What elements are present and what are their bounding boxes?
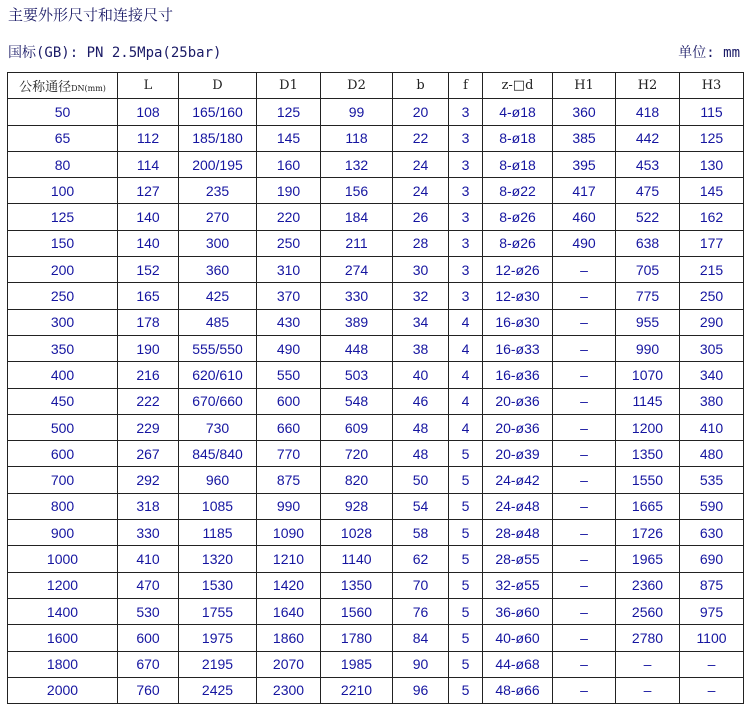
cell-h1: 490 — [553, 230, 616, 256]
cell-d: 1085 — [179, 493, 257, 519]
cell-f: 5 — [449, 651, 483, 677]
cell-dn: 1000 — [8, 546, 118, 572]
table-row — [8, 283, 744, 309]
cell-z: 20-ø36 — [483, 388, 553, 414]
cell-h3: 145 — [680, 178, 744, 204]
table-row — [8, 257, 744, 283]
cell-l: 410 — [118, 546, 179, 572]
cell-d1: 770 — [257, 441, 321, 467]
cell-z: 24-ø42 — [483, 467, 553, 493]
cell-d: 845/840 — [179, 441, 257, 467]
cell-d: 235 — [179, 178, 257, 204]
cell-b: 28 — [393, 230, 449, 256]
cell-d: 485 — [179, 309, 257, 335]
cell-l: 670 — [118, 651, 179, 677]
cell-f: 3 — [449, 204, 483, 230]
cell-d: 165/160 — [179, 99, 257, 125]
cell-dn: 2000 — [8, 677, 118, 703]
cell-h2: 2560 — [616, 598, 680, 624]
unit-label: 单位: mm — [678, 45, 740, 61]
cell-f: 4 — [449, 335, 483, 361]
cell-h2: 638 — [616, 230, 680, 256]
cell-h1: – — [553, 283, 616, 309]
cell-f: 5 — [449, 493, 483, 519]
cell-l: 190 — [118, 335, 179, 361]
cell-h1: 395 — [553, 151, 616, 177]
cell-z: 12-ø30 — [483, 283, 553, 309]
cell-dn: 450 — [8, 388, 118, 414]
cell-d: 620/610 — [179, 362, 257, 388]
cell-z: 8-ø26 — [483, 204, 553, 230]
table-row — [8, 230, 744, 256]
table-row — [8, 625, 744, 651]
table-row — [8, 125, 744, 151]
cell-h1: – — [553, 625, 616, 651]
cell-l: 165 — [118, 283, 179, 309]
cell-d2: 609 — [321, 414, 393, 440]
cell-h3: 410 — [680, 414, 744, 440]
cell-z: 16-ø36 — [483, 362, 553, 388]
cell-d: 185/180 — [179, 125, 257, 151]
header-d2: D2 — [321, 73, 393, 99]
cell-h3: 130 — [680, 151, 744, 177]
cell-h3: 162 — [680, 204, 744, 230]
table-row — [8, 388, 744, 414]
cell-dn: 700 — [8, 467, 118, 493]
cell-d: 360 — [179, 257, 257, 283]
cell-dn: 250 — [8, 283, 118, 309]
cell-h3: 875 — [680, 572, 744, 598]
cell-d1: 1210 — [257, 546, 321, 572]
cell-h3: 975 — [680, 598, 744, 624]
cell-h2: 2360 — [616, 572, 680, 598]
cell-d2: 156 — [321, 178, 393, 204]
cell-d: 1975 — [179, 625, 257, 651]
header-f: f — [449, 73, 483, 99]
cell-h3: 630 — [680, 520, 744, 546]
cell-h3: 290 — [680, 309, 744, 335]
table-row — [8, 598, 744, 624]
cell-l: 140 — [118, 204, 179, 230]
cell-z: 20-ø36 — [483, 414, 553, 440]
cell-d: 425 — [179, 283, 257, 309]
table-row — [8, 362, 744, 388]
cell-d2: 720 — [321, 441, 393, 467]
cell-h2: 705 — [616, 257, 680, 283]
cell-d: 2425 — [179, 677, 257, 703]
cell-d1: 220 — [257, 204, 321, 230]
cell-h1: – — [553, 257, 616, 283]
cell-z: 36-ø60 — [483, 598, 553, 624]
cell-h1: – — [553, 335, 616, 361]
cell-d2: 1780 — [321, 625, 393, 651]
cell-l: 530 — [118, 598, 179, 624]
table-row — [8, 677, 744, 703]
cell-z: 8-ø22 — [483, 178, 553, 204]
standard-label: 国标(GB): PN 2.5Mpa(25bar) — [8, 45, 222, 61]
cell-h3: 177 — [680, 230, 744, 256]
cell-dn: 1600 — [8, 625, 118, 651]
cell-d: 2195 — [179, 651, 257, 677]
cell-f: 5 — [449, 441, 483, 467]
cell-d2: 1140 — [321, 546, 393, 572]
cell-h3: – — [680, 677, 744, 703]
cell-h2: 1145 — [616, 388, 680, 414]
cell-d2: 99 — [321, 99, 393, 125]
cell-l: 760 — [118, 677, 179, 703]
table-row — [8, 335, 744, 361]
cell-f: 5 — [449, 625, 483, 651]
cell-f: 3 — [449, 178, 483, 204]
cell-h2: 1665 — [616, 493, 680, 519]
cell-f: 3 — [449, 257, 483, 283]
header-dn: 公称通径DN(mm) — [8, 73, 118, 99]
cell-b: 54 — [393, 493, 449, 519]
cell-z: 16-ø30 — [483, 309, 553, 335]
cell-z: 8-ø18 — [483, 125, 553, 151]
cell-h1: – — [553, 546, 616, 572]
table-row — [8, 651, 744, 677]
cell-dn: 900 — [8, 520, 118, 546]
table-row — [8, 441, 744, 467]
cell-d: 555/550 — [179, 335, 257, 361]
cell-d2: 211 — [321, 230, 393, 256]
cell-dn: 600 — [8, 441, 118, 467]
cell-f: 3 — [449, 230, 483, 256]
cell-b: 96 — [393, 677, 449, 703]
cell-dn: 1200 — [8, 572, 118, 598]
cell-l: 108 — [118, 99, 179, 125]
cell-h3: 1100 — [680, 625, 744, 651]
cell-d2: 1028 — [321, 520, 393, 546]
cell-dn: 150 — [8, 230, 118, 256]
cell-b: 24 — [393, 178, 449, 204]
cell-d2: 118 — [321, 125, 393, 151]
cell-h1: 360 — [553, 99, 616, 125]
cell-f: 5 — [449, 598, 483, 624]
cell-b: 20 — [393, 99, 449, 125]
cell-h1: – — [553, 520, 616, 546]
cell-d2: 1560 — [321, 598, 393, 624]
cell-d1: 310 — [257, 257, 321, 283]
cell-d1: 160 — [257, 151, 321, 177]
header-l: L — [118, 73, 179, 99]
cell-l: 216 — [118, 362, 179, 388]
cell-d1: 600 — [257, 388, 321, 414]
cell-h1: – — [553, 414, 616, 440]
cell-h2: 1726 — [616, 520, 680, 546]
page-title: 主要外形尺寸和连接尺寸 — [8, 6, 174, 24]
cell-b: 40 — [393, 362, 449, 388]
cell-f: 3 — [449, 99, 483, 125]
cell-d1: 2070 — [257, 651, 321, 677]
header-d: D — [179, 73, 257, 99]
cell-b: 30 — [393, 257, 449, 283]
cell-d1: 430 — [257, 309, 321, 335]
cell-b: 62 — [393, 546, 449, 572]
cell-dn: 350 — [8, 335, 118, 361]
cell-d2: 448 — [321, 335, 393, 361]
cell-f: 5 — [449, 677, 483, 703]
cell-d: 300 — [179, 230, 257, 256]
table-body — [8, 99, 744, 704]
cell-h3: 380 — [680, 388, 744, 414]
cell-h2: 453 — [616, 151, 680, 177]
cell-b: 76 — [393, 598, 449, 624]
dimension-table — [7, 72, 744, 704]
cell-f: 3 — [449, 283, 483, 309]
cell-h3: 535 — [680, 467, 744, 493]
cell-f: 4 — [449, 309, 483, 335]
cell-f: 5 — [449, 572, 483, 598]
cell-f: 5 — [449, 520, 483, 546]
table-row — [8, 178, 744, 204]
cell-h1: – — [553, 467, 616, 493]
cell-l: 267 — [118, 441, 179, 467]
cell-h2: 522 — [616, 204, 680, 230]
cell-z: 4-ø18 — [483, 99, 553, 125]
cell-dn: 1400 — [8, 598, 118, 624]
cell-d2: 928 — [321, 493, 393, 519]
cell-z: 8-ø18 — [483, 151, 553, 177]
cell-d2: 330 — [321, 283, 393, 309]
cell-h3: 305 — [680, 335, 744, 361]
cell-d1: 2300 — [257, 677, 321, 703]
cell-h2: 1550 — [616, 467, 680, 493]
cell-dn: 200 — [8, 257, 118, 283]
header-h2: H2 — [616, 73, 680, 99]
cell-h2: 418 — [616, 99, 680, 125]
cell-b: 48 — [393, 414, 449, 440]
cell-b: 32 — [393, 283, 449, 309]
cell-l: 127 — [118, 178, 179, 204]
cell-d: 1185 — [179, 520, 257, 546]
table-header-row — [8, 73, 744, 99]
cell-h2: – — [616, 677, 680, 703]
cell-d1: 660 — [257, 414, 321, 440]
table-row — [8, 572, 744, 598]
cell-d: 730 — [179, 414, 257, 440]
cell-b: 70 — [393, 572, 449, 598]
cell-l: 152 — [118, 257, 179, 283]
cell-dn: 1800 — [8, 651, 118, 677]
cell-h2: 955 — [616, 309, 680, 335]
cell-h1: 460 — [553, 204, 616, 230]
table-row — [8, 520, 744, 546]
cell-dn: 400 — [8, 362, 118, 388]
table-row — [8, 99, 744, 125]
cell-h2: 1965 — [616, 546, 680, 572]
cell-l: 292 — [118, 467, 179, 493]
table-row — [8, 151, 744, 177]
cell-f: 5 — [449, 546, 483, 572]
table-row — [8, 309, 744, 335]
cell-z: 8-ø26 — [483, 230, 553, 256]
cell-l: 330 — [118, 520, 179, 546]
cell-h1: – — [553, 572, 616, 598]
cell-h1: 417 — [553, 178, 616, 204]
cell-d: 670/660 — [179, 388, 257, 414]
cell-d2: 184 — [321, 204, 393, 230]
cell-l: 470 — [118, 572, 179, 598]
cell-l: 318 — [118, 493, 179, 519]
cell-h1: 385 — [553, 125, 616, 151]
header-z: z-□d — [483, 73, 553, 99]
cell-b: 34 — [393, 309, 449, 335]
cell-z: 40-ø60 — [483, 625, 553, 651]
cell-dn: 500 — [8, 414, 118, 440]
cell-b: 84 — [393, 625, 449, 651]
cell-b: 48 — [393, 441, 449, 467]
cell-d1: 145 — [257, 125, 321, 151]
cell-z: 28-ø55 — [483, 546, 553, 572]
cell-h2: 775 — [616, 283, 680, 309]
cell-dn: 80 — [8, 151, 118, 177]
cell-h3: 340 — [680, 362, 744, 388]
table-row — [8, 546, 744, 572]
cell-f: 5 — [449, 467, 483, 493]
cell-d2: 548 — [321, 388, 393, 414]
cell-f: 4 — [449, 388, 483, 414]
cell-dn: 65 — [8, 125, 118, 151]
cell-d: 1320 — [179, 546, 257, 572]
cell-z: 16-ø33 — [483, 335, 553, 361]
cell-d1: 370 — [257, 283, 321, 309]
cell-l: 140 — [118, 230, 179, 256]
cell-d1: 875 — [257, 467, 321, 493]
cell-b: 26 — [393, 204, 449, 230]
cell-d2: 132 — [321, 151, 393, 177]
cell-b: 22 — [393, 125, 449, 151]
cell-h2: 475 — [616, 178, 680, 204]
cell-h3: 215 — [680, 257, 744, 283]
cell-d2: 1985 — [321, 651, 393, 677]
cell-z: 24-ø48 — [483, 493, 553, 519]
cell-h3: 480 — [680, 441, 744, 467]
cell-h3: 690 — [680, 546, 744, 572]
cell-h1: – — [553, 651, 616, 677]
cell-z: 28-ø48 — [483, 520, 553, 546]
cell-d2: 1350 — [321, 572, 393, 598]
cell-d1: 1090 — [257, 520, 321, 546]
cell-b: 58 — [393, 520, 449, 546]
cell-f: 4 — [449, 362, 483, 388]
cell-h3: 125 — [680, 125, 744, 151]
cell-h1: – — [553, 598, 616, 624]
cell-l: 600 — [118, 625, 179, 651]
header-h3: H3 — [680, 73, 744, 99]
cell-d1: 1420 — [257, 572, 321, 598]
cell-z: 44-ø68 — [483, 651, 553, 677]
cell-d1: 1860 — [257, 625, 321, 651]
cell-d2: 2210 — [321, 677, 393, 703]
cell-h1: – — [553, 493, 616, 519]
cell-d: 1530 — [179, 572, 257, 598]
cell-z: 12-ø26 — [483, 257, 553, 283]
cell-z: 48-ø66 — [483, 677, 553, 703]
cell-h1: – — [553, 441, 616, 467]
cell-h2: 2780 — [616, 625, 680, 651]
cell-d: 270 — [179, 204, 257, 230]
cell-dn: 125 — [8, 204, 118, 230]
cell-h1: – — [553, 677, 616, 703]
cell-d1: 125 — [257, 99, 321, 125]
cell-h1: – — [553, 309, 616, 335]
cell-d1: 250 — [257, 230, 321, 256]
cell-h2: 990 — [616, 335, 680, 361]
cell-d1: 990 — [257, 493, 321, 519]
cell-h2: – — [616, 651, 680, 677]
cell-z: 20-ø39 — [483, 441, 553, 467]
cell-h3: 115 — [680, 99, 744, 125]
cell-d1: 550 — [257, 362, 321, 388]
cell-d1: 1640 — [257, 598, 321, 624]
cell-dn: 50 — [8, 99, 118, 125]
cell-l: 222 — [118, 388, 179, 414]
cell-d: 200/195 — [179, 151, 257, 177]
header-h1: H1 — [553, 73, 616, 99]
table-row — [8, 414, 744, 440]
cell-d1: 190 — [257, 178, 321, 204]
cell-h3: – — [680, 651, 744, 677]
cell-h2: 1350 — [616, 441, 680, 467]
cell-l: 112 — [118, 125, 179, 151]
header-d1: D1 — [257, 73, 321, 99]
cell-l: 178 — [118, 309, 179, 335]
header-b: b — [393, 73, 449, 99]
cell-l: 229 — [118, 414, 179, 440]
table-row — [8, 204, 744, 230]
cell-d1: 490 — [257, 335, 321, 361]
cell-h3: 590 — [680, 493, 744, 519]
cell-h1: – — [553, 388, 616, 414]
cell-d2: 274 — [321, 257, 393, 283]
cell-dn: 800 — [8, 493, 118, 519]
cell-d: 1755 — [179, 598, 257, 624]
cell-h2: 1200 — [616, 414, 680, 440]
table-row — [8, 493, 744, 519]
cell-h2: 442 — [616, 125, 680, 151]
cell-h1: – — [553, 362, 616, 388]
cell-dn: 100 — [8, 178, 118, 204]
cell-d2: 503 — [321, 362, 393, 388]
cell-b: 46 — [393, 388, 449, 414]
cell-z: 32-ø55 — [483, 572, 553, 598]
cell-f: 4 — [449, 414, 483, 440]
cell-b: 90 — [393, 651, 449, 677]
cell-d2: 820 — [321, 467, 393, 493]
cell-l: 114 — [118, 151, 179, 177]
cell-f: 3 — [449, 151, 483, 177]
cell-b: 24 — [393, 151, 449, 177]
cell-b: 38 — [393, 335, 449, 361]
cell-h2: 1070 — [616, 362, 680, 388]
cell-d: 960 — [179, 467, 257, 493]
cell-dn: 300 — [8, 309, 118, 335]
cell-f: 3 — [449, 125, 483, 151]
cell-h3: 250 — [680, 283, 744, 309]
cell-d2: 389 — [321, 309, 393, 335]
table-row — [8, 467, 744, 493]
cell-b: 50 — [393, 467, 449, 493]
